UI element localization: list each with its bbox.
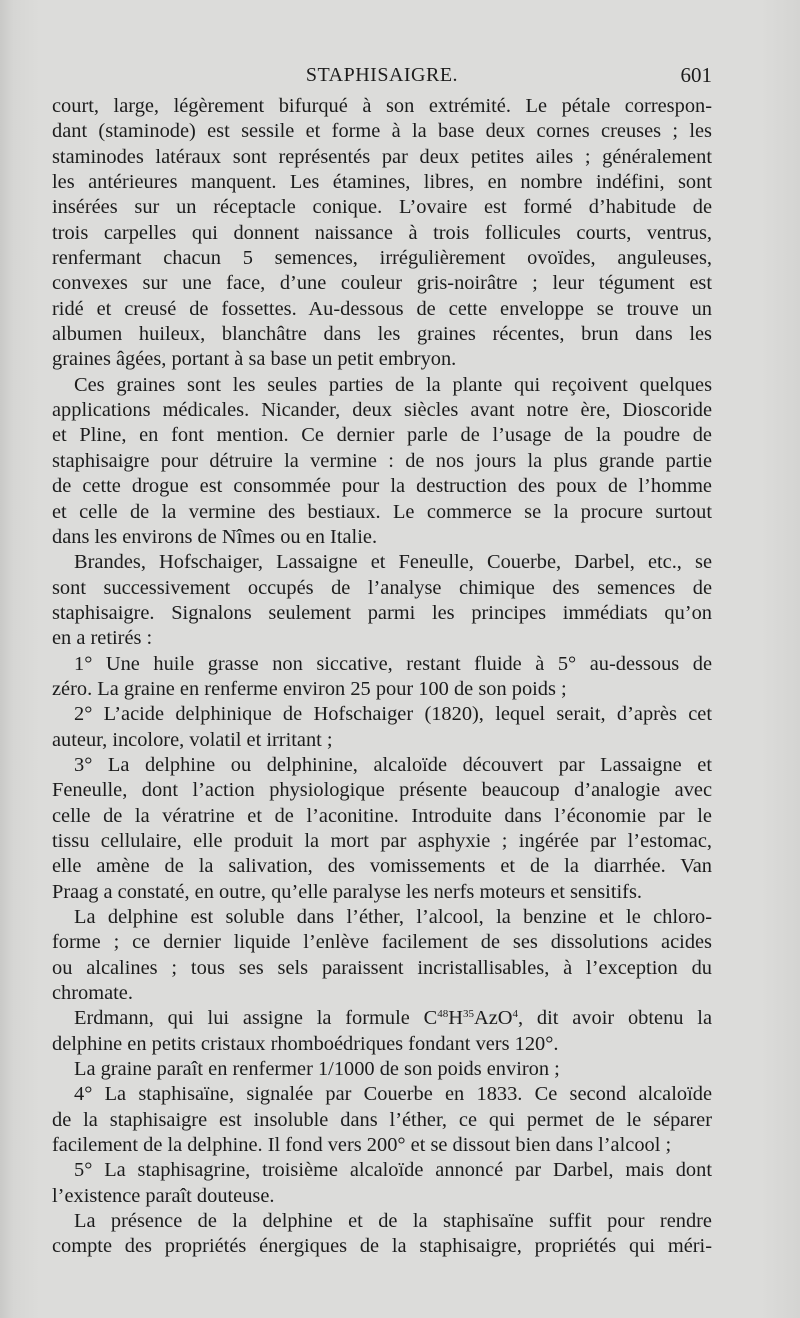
text-line: Brandes, Hofschaiger, Lassaigne et Feneulle, Couerbe, Darbel, etc., se [74, 551, 712, 574]
page-number: 601 [680, 63, 712, 87]
formula-text: , dit avoir obtenu la [517, 1007, 712, 1030]
text-line: Praag a constaté, en outre, qu’elle paralyse les nerfs moteurs et sensitifs. [52, 880, 642, 903]
text-line: convexes sur une face, d’une couleur gris-noirâtre ; leur tégument est [52, 272, 712, 295]
text-line [52, 1006, 712, 1031]
text-line: applications médicales. Nicander, deux siècles avant notre ère, Dioscoride [52, 399, 712, 422]
text-line: 4° La staphisaïne, signalée par Couerbe en 1833. Ce second alcaloïde [74, 1083, 712, 1106]
body-text [52, 94, 712, 1260]
text-line: staminodes latéraux sont représentés par deux petites ailes ; généralement [52, 145, 712, 168]
text-line: albumen huileux, blanchâtre dans les graines récentes, brun dans les [52, 323, 712, 346]
text-line: et Pline, en font mention. Ce dernier parle de l’usage de la poudre de [52, 424, 712, 447]
formula-subscript: 35 [462, 1008, 474, 1021]
text-line: 3° La delphine ou delphinine, alcaloïde découvert par Lassaigne et [74, 753, 712, 776]
text-line: tissu cellulaire, elle produit la mort par asphyxie ; ingérée par l’estomac, [52, 829, 712, 852]
text-line: chromate. [52, 982, 133, 1005]
text-line: Feneulle, dont l’action physiologique présente beaucoup d’analogie avec [52, 779, 712, 802]
text-line: court, large, légèrement bifurqué à son extrémité. Le pétale correspon- [52, 95, 712, 117]
text-line: sont successivement occupés de l’analyse chimique des semences de [52, 576, 712, 599]
text-line: dant (staminode) est sessile et forme à la base deux cornes creuses ; les [52, 120, 712, 143]
text-line: celle de la vératrine et de l’aconitine. Introduite dans l’économie par le [52, 804, 712, 827]
text-line: La présence de la delphine et de la staphisaïne suffit pour rendre [74, 1210, 712, 1233]
text-line: staphisaigre. Signalons seulement parmi les principes immédiats qu’on [52, 601, 712, 624]
formula-text: Erdmann, qui lui assigne la formule C [74, 1007, 438, 1030]
text-line: elle amène de la salivation, des vomissements et de la diarrhée. Van [52, 855, 712, 878]
text-line: de cette drogue est consommée pour la destruction des poux de l’homme [52, 475, 712, 498]
text-line: en a retirés : [52, 627, 153, 650]
text-line: l’existence paraît douteuse. [52, 1184, 275, 1207]
formula-text: H [448, 1007, 463, 1030]
text-line: 1° Une huile grasse non siccative, restant fluide à 5° au-dessous de [74, 652, 712, 675]
text-line: trois carpelles qui donnent naissance à trois follicules courts, ventrus, [52, 221, 712, 244]
running-title: STAPHISAIGRE. [305, 64, 459, 86]
text-line: staphisaigre pour détruire la vermine : de nos jours la plus grande partie [52, 449, 712, 472]
formula-subscript: 4 [512, 1008, 518, 1021]
formula-subscript: 48 [437, 1008, 449, 1021]
text-line: et celle de la vermine des bestiaux. Le commerce se la procure surtout [52, 500, 712, 523]
text-line: 2° L’acide delphinique de Hofschaiger (1820), lequel serait, d’après cet [74, 703, 712, 726]
formula-text: AzO [473, 1007, 513, 1030]
text-line: les antérieures manquent. Les étamines, libres, en nombre indéfini, sont [52, 171, 712, 194]
text-line: ridé et creusé de fossettes. Au-dessous de cette enveloppe se trouve un [52, 297, 712, 320]
text-line: delphine en petits cristaux rhomboédriques fondant vers 120°. [52, 1032, 559, 1055]
text-line: dans les environs de Nîmes ou en Italie. [52, 525, 378, 548]
text-line: compte des propriétés énergiques de la staphisaigre, propriétés qui méri- [52, 1235, 712, 1258]
text-line: 5° La staphisagrine, troisième alcaloïde annoncé par Darbel, mais dont [74, 1159, 712, 1182]
running-head [52, 60, 712, 90]
text-line: de la staphisaigre est insoluble dans l’éther, ce qui permet de le séparer [52, 1108, 712, 1131]
text-line: insérées sur un réceptacle conique. L’ovaire est formé d’habitude de [52, 196, 712, 219]
text-line: facilement de la delphine. Il fond vers 200° et se dissout bien dans l’alcool ; [52, 1134, 672, 1157]
text-line: auteur, incolore, volatil et irritant ; [52, 728, 333, 751]
text-line: La graine paraît en renfermer 1/1000 de son poids environ ; [74, 1058, 560, 1081]
text-line: zéro. La graine en renferme environ 25 pour 100 de son poids ; [52, 677, 567, 700]
text-line: ou alcalines ; tous ses sels paraissent incristallisables, à l’exception du [52, 956, 712, 979]
text-line: renfermant chacun 5 semences, irrégulièrement ovoïdes, anguleuses, [52, 247, 712, 270]
text-line: graines âgées, portant à sa base un petit embryon. [52, 348, 457, 371]
text-line: Ces graines sont les seules parties de la plante qui reçoivent quelques [74, 373, 712, 396]
text-line: La delphine est soluble dans l’éther, l’alcool, la benzine et le chloro- [74, 906, 712, 928]
text-line: forme ; ce dernier liquide l’enlève facilement de ses dissolutions acides [52, 931, 712, 954]
